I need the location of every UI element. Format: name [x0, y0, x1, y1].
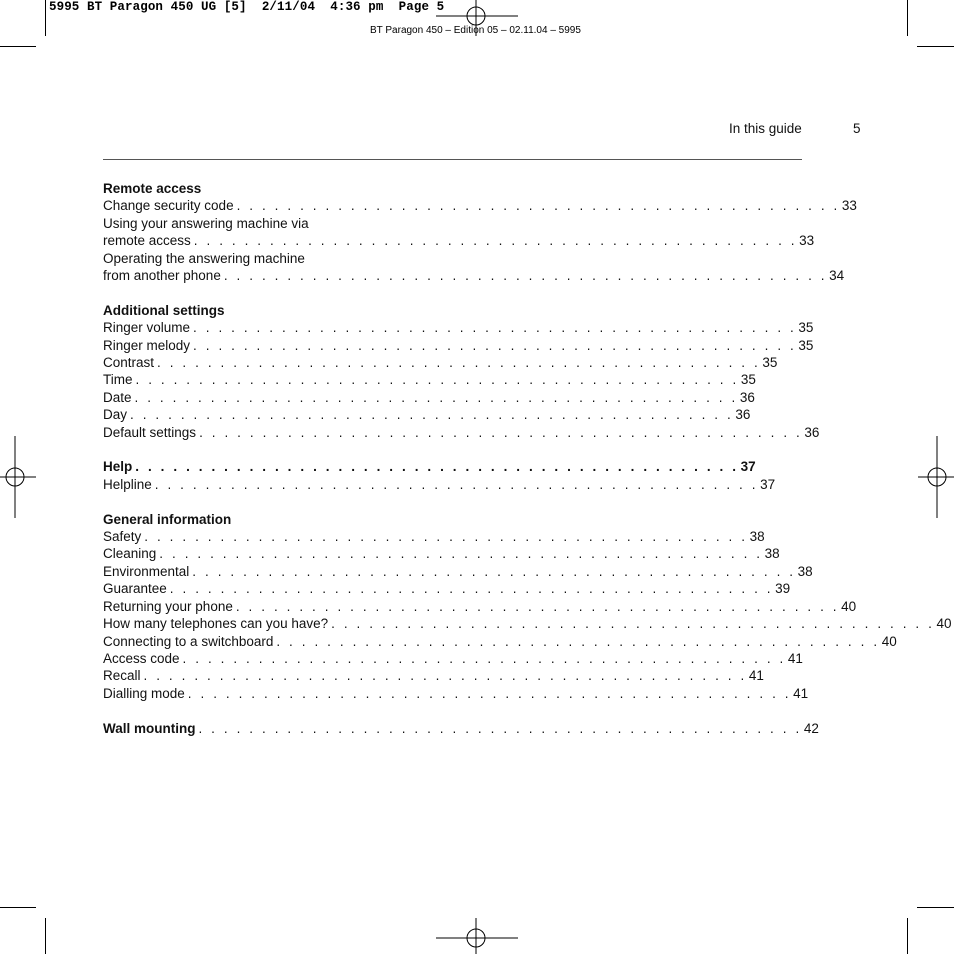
toc-entry-label: Help: [103, 459, 133, 475]
crop-mark-bottom-right-horizontal: [917, 907, 954, 908]
toc-entry-label: Wall mounting: [103, 720, 196, 736]
toc-leader-dots: . . . . . . . . . . . . . . . . . . . . . . . . . . . . . . . . . . . . . . . . . . . . . . . .: [182, 650, 786, 666]
toc-entry-label: Default settings: [103, 424, 197, 440]
toc-entry: [103, 319, 814, 336]
toc-entry: [103, 528, 765, 545]
toc-entry-page: 41: [787, 650, 803, 666]
toc-entry-page: 35: [798, 320, 814, 336]
toc-entry: [103, 650, 803, 667]
toc-section-remote-access: [103, 180, 857, 284]
toc-leader-dots: . . . . . . . . . . . . . . . . . . . . . . . . . . . . . . . . . . . . . . . . . . . . . . . .: [130, 407, 734, 423]
edition-line: BT Paragon 450 – Edition 05 – 02.11.04 – 5995: [370, 25, 581, 36]
toc-entry: [103, 615, 952, 632]
toc-leader-dots: . . . . . . . . . . . . . . . . . . . . . . . . . . . . . . . . . . . . . . . . . . . . . . . .: [157, 355, 761, 371]
toc-entry-label: Ringer melody: [103, 337, 191, 353]
toc-leader-dots: . . . . . . . . . . . . . . . . . . . . . . . . . . . . . . . . . . . . . . . . . . . . . . . .: [193, 233, 798, 249]
crop-mark-top-left-horizontal: [0, 46, 36, 47]
toc-entry: [103, 685, 809, 702]
toc-leader-dots: . . . . . . . . . . . . . . . . . . . . . . . . . . . . . . . . . . . . . . . . . . . . . . . .: [169, 581, 774, 597]
toc-entry-label: Time: [103, 372, 133, 388]
crop-mark-top-right-horizontal: [917, 46, 954, 47]
registration-mark-bottom: [436, 918, 518, 954]
toc-entry-label: Contrast: [103, 355, 155, 371]
crop-mark-top-right-vertical: [907, 0, 908, 36]
toc-entry: [103, 633, 897, 650]
toc-entry-page: 39: [775, 581, 791, 597]
toc-heading: Additional settings: [103, 302, 225, 318]
toc-entry-label: Date: [103, 389, 132, 405]
toc-leader-dots: . . . . . . . . . . . . . . . . . . . . . . . . . . . . . . . . . . . . . . . . . . . . . . . .: [331, 616, 935, 632]
toc-entry-label: Safety: [103, 529, 142, 545]
toc-entry-help: [103, 458, 756, 475]
toc-leader-dots: . . . . . . . . . . . . . . . . . . . . . . . . . . . . . . . . . . . . . . . . . . . . . . . .: [198, 720, 802, 736]
toc-heading: General information: [103, 511, 232, 527]
toc-section-wall-mounting: [103, 720, 819, 737]
toc-leader-dots: . . . . . . . . . . . . . . . . . . . . . . . . . . . . . . . . . . . . . . . . . . . . . . . .: [159, 546, 763, 562]
toc-entry: [103, 476, 776, 493]
toc-entry: [103, 598, 857, 615]
toc-entry-label-line1: Using your answering machine via: [103, 215, 309, 231]
crop-mark-bottom-right-vertical: [907, 918, 908, 954]
toc-entry-page: 40: [881, 633, 897, 649]
toc-leader-dots: . . . . . . . . . . . . . . . . . . . . . . . . . . . . . . . . . . . . . . . . . . . . . . . .: [144, 529, 748, 545]
toc-entry-label: Returning your phone: [103, 598, 233, 614]
table-of-contents: [103, 180, 952, 754]
toc-entry-page: 40: [841, 598, 857, 614]
toc-section-help: [103, 458, 776, 493]
toc-leader-dots: . . . . . . . . . . . . . . . . . . . . . . . . . . . . . . . . . . . . . . . . . . . . . . . .: [187, 685, 792, 701]
toc-entry-page: 41: [793, 685, 809, 701]
toc-entry-page: 38: [764, 546, 780, 562]
registration-mark-right: [918, 436, 954, 518]
toc-entry-page: 38: [797, 563, 813, 579]
toc-entry-page: 35: [740, 372, 756, 388]
toc-entry-page: 37: [740, 459, 756, 475]
toc-entry-label: Connecting to a switchboard: [103, 633, 274, 649]
toc-entry: [103, 389, 755, 406]
toc-entry-page: 36: [739, 389, 755, 405]
toc-leader-dots: . . . . . . . . . . . . . . . . . . . . . . . . . . . . . . . . . . . . . . . . . . . . . . . .: [192, 563, 796, 579]
printer-slug: 5995 BT Paragon 450 UG [5] 2/11/04 4:36 pm Page 5: [49, 0, 445, 14]
toc-entry-label: Ringer volume: [103, 320, 191, 336]
toc-entry-label: How many telephones can you have?: [103, 616, 329, 632]
toc-leader-dots: . . . . . . . . . . . . . . . . . . . . . . . . . . . . . . . . . . . . . . . . . . . . . . . .: [193, 320, 797, 336]
toc-leader-dots: . . . . . . . . . . . . . . . . . . . . . . . . . . . . . . . . . . . . . . . . . . . . . . . .: [223, 268, 828, 284]
crop-mark-bottom-left-vertical: [45, 918, 46, 954]
toc-entry-page: 34: [829, 268, 845, 284]
toc-entry-page: 37: [760, 476, 776, 492]
toc-entry-page: 41: [748, 668, 764, 684]
toc-entry-wall-mounting: [103, 720, 819, 737]
toc-entry: [103, 267, 845, 284]
registration-mark-left: [0, 436, 36, 518]
toc-entry-page: 33: [841, 198, 857, 214]
crop-mark-top-left-vertical: [45, 0, 46, 36]
toc-entry-page: 40: [936, 616, 952, 632]
toc-entry: [103, 371, 756, 388]
toc-entry: [103, 354, 778, 371]
toc-entry-page: 36: [735, 407, 751, 423]
toc-entry-label: Dialling mode: [103, 685, 185, 701]
toc-entry-label-line1: Operating the answering machine: [103, 250, 305, 266]
toc-leader-dots: . . . . . . . . . . . . . . . . . . . . . . . . . . . . . . . . . . . . . . . . . . . . . . . .: [236, 198, 840, 214]
toc-entry-label: from another phone: [103, 268, 221, 284]
toc-entry-label: Guarantee: [103, 581, 167, 597]
toc-entry-label: Environmental: [103, 563, 190, 579]
toc-leader-dots: . . . . . . . . . . . . . . . . . . . . . . . . . . . . . . . . . . . . . . . . . . . . . . . .: [135, 372, 739, 388]
toc-entry: [103, 563, 813, 580]
toc-leader-dots: . . . . . . . . . . . . . . . . . . . . . . . . . . . . . . . . . . . . . . . . . . . . . . . .: [134, 389, 738, 405]
page-number: 5: [853, 121, 861, 136]
toc-entry-page: 35: [798, 337, 814, 353]
toc-leader-dots: . . . . . . . . . . . . . . . . . . . . . . . . . . . . . . . . . . . . . . . . . . . . . . . .: [154, 476, 759, 492]
header-rule: [103, 159, 802, 160]
toc-entry-label: Day: [103, 407, 128, 423]
toc-entry: [103, 667, 764, 684]
toc-leader-dots: . . . . . . . . . . . . . . . . . . . . . . . . . . . . . . . . . . . . . . . . . . . . . . . .: [235, 598, 840, 614]
toc-entry-page: 33: [799, 233, 815, 249]
toc-leader-dots: . . . . . . . . . . . . . . . . . . . . . . . . . . . . . . . . . . . . . . . . . . . . . . . .: [135, 459, 739, 475]
toc-entry: [103, 197, 857, 214]
toc-entry: [103, 232, 815, 249]
toc-entry-label: Cleaning: [103, 546, 157, 562]
toc-entry: [103, 424, 820, 441]
toc-entry-label: Access code: [103, 650, 180, 666]
toc-heading: Remote access: [103, 181, 202, 196]
toc-entry-page: 42: [803, 720, 819, 736]
toc-entry-label: Change security code: [103, 198, 234, 214]
toc-entry: [103, 545, 780, 562]
toc-section-additional-settings: [103, 302, 820, 441]
toc-entry-page: 35: [762, 355, 778, 371]
toc-entry-label: Recall: [103, 668, 141, 684]
toc-entry-page: 36: [804, 424, 820, 440]
toc-entry-label: Helpline: [103, 476, 152, 492]
crop-mark-bottom-left-horizontal: [0, 907, 36, 908]
toc-leader-dots: . . . . . . . . . . . . . . . . . . . . . . . . . . . . . . . . . . . . . . . . . . . . . . . .: [199, 424, 803, 440]
toc-entry: [103, 406, 751, 423]
toc-entry: [103, 580, 791, 597]
toc-entry-label: remote access: [103, 233, 191, 249]
toc-section-general-information: [103, 511, 952, 702]
toc-entry: [103, 337, 814, 354]
running-header-title: In this guide: [729, 121, 802, 136]
toc-leader-dots: . . . . . . . . . . . . . . . . . . . . . . . . . . . . . . . . . . . . . . . . . . . . . . . .: [143, 668, 747, 684]
toc-leader-dots: . . . . . . . . . . . . . . . . . . . . . . . . . . . . . . . . . . . . . . . . . . . . . . . .: [276, 633, 880, 649]
toc-leader-dots: . . . . . . . . . . . . . . . . . . . . . . . . . . . . . . . . . . . . . . . . . . . . . . . .: [193, 337, 797, 353]
toc-entry-page: 38: [749, 529, 765, 545]
